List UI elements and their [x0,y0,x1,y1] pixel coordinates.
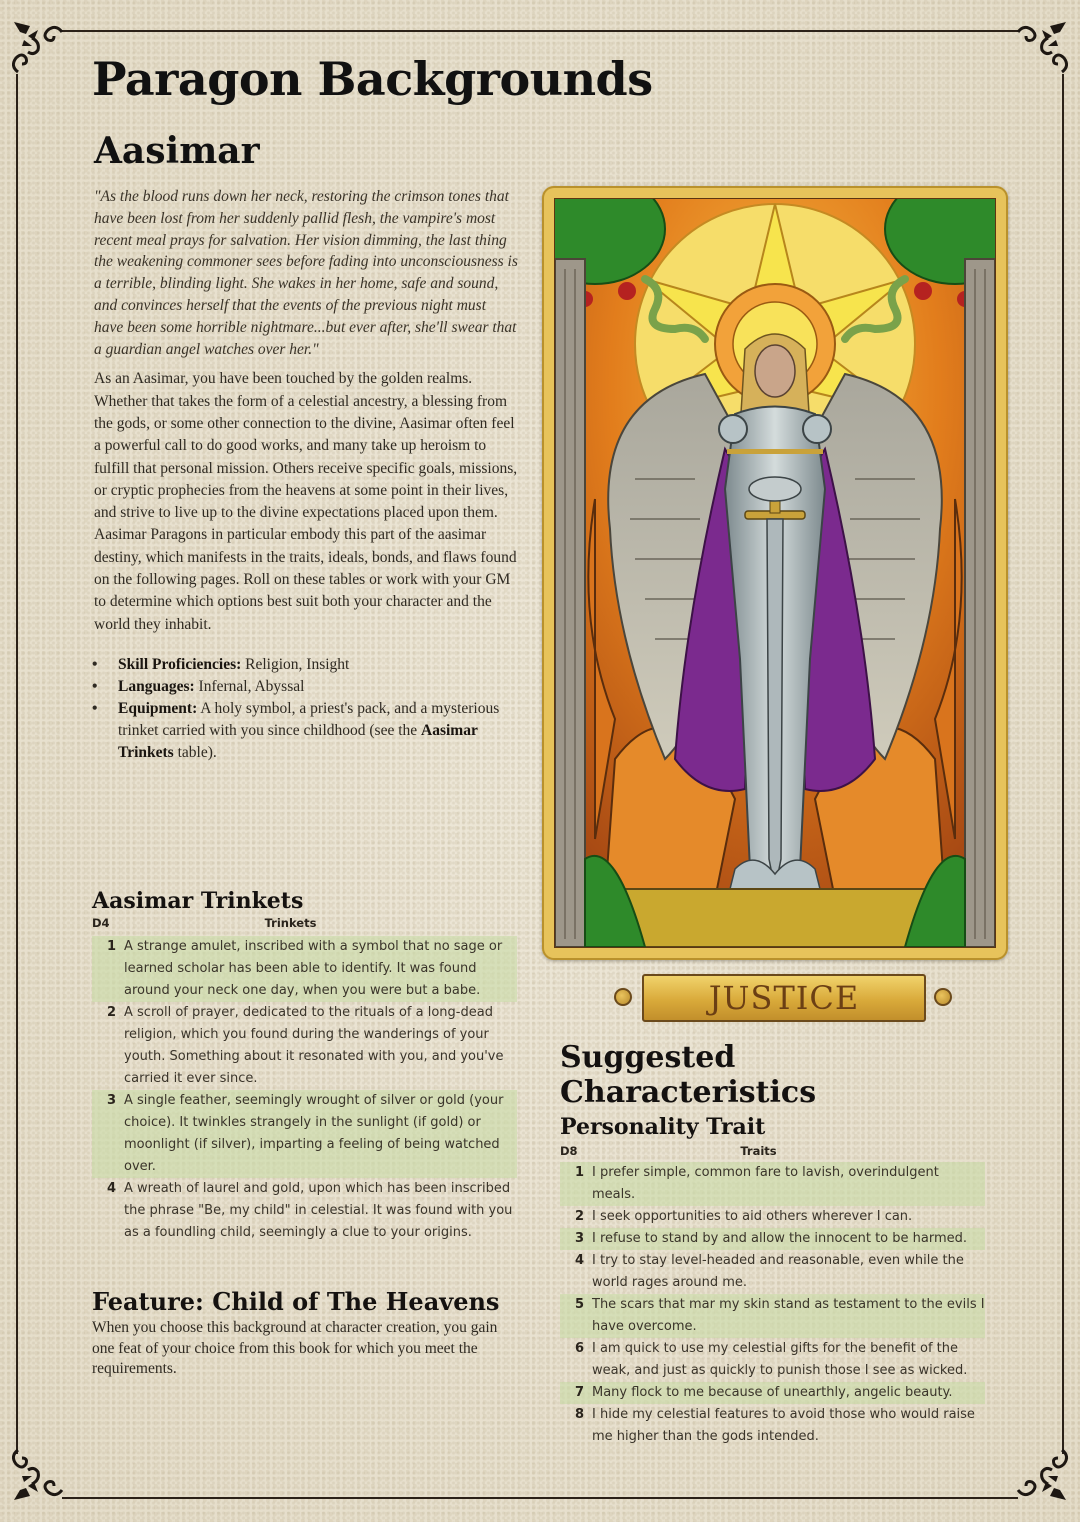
feature-heading: Feature: Child of The Heavens [92,1287,500,1316]
stained-glass-art [554,198,996,948]
intro-paragraph: As an Aasimar, you have been touched by the golden realms. Whether that takes the form of a celestial ancestry, a blessing from the gods, or some other connection to the divine, Aasimar often feel a powerful call to do good works, and many take up heroism to fulfill that personal mission. Others receive specific goals, missions, or cryptic prophecies from the heavens at some point in their lives, and strive to live up to the divine expectations placed upon them. [94,370,518,522]
row-text: I hide my celestial features to avoid those who would raise me higher than the gods intended. [592,1407,975,1444]
proficiency-label: Equipment: [118,699,198,717]
roll-value: 1 [560,1162,592,1206]
row-text: A strange amulet, inscribed with a symbol that no sage or learned scholar has been able to identify. It was found around your neck one day, when you were but a babe. [124,936,517,1002]
row-text: I try to stay level-headed and reasonable, even while the world rages around me. [592,1253,964,1290]
intro-column [94,186,519,764]
table-row [92,1178,517,1244]
roll-value: 3 [560,1228,592,1250]
roll-value: 1 [92,936,124,1002]
roll-value: 2 [574,1209,584,1224]
table-reference: Aasimar Trinkets [118,721,478,761]
row-text: Many flock to me because of unearthly, angelic beauty. [592,1382,985,1404]
row-text: A wreath of laurel and gold, upon which has been inscribed the phrase "Be, my child" in celestial. It was found with you as a foundling child, seemingly a clue to your origins. [124,1181,513,1240]
proficiency-label: Skill Proficiencies: [118,655,242,673]
proficiency-list [94,654,519,764]
ornament-corner-icon [1010,1446,1070,1506]
characteristics-heading: Suggested Characteristics [560,1040,817,1110]
feature-text: When you choose this background at character creation, you gain one feat of your choice from this book for which you meet the requirements. [92,1319,498,1377]
roll-value: 6 [574,1341,584,1356]
intro-quote: "As the blood runs down her neck, restoring the crimson tones that have been lost from her suddenly pallid flesh, the vampire's most recent meal prays for salvation. Her vision dimming, the last thing the weakening commoner sees before fading into unconsciousness is a terrible, blinding light. She wakes in her home, safe and sound, and convinces herself that the events of the previous night must have been some horrible nightmare...but ever after, she'll swear that a guardian angel watches over her." [94,188,518,358]
table-row [560,1404,985,1448]
list-item [94,654,519,676]
row-text: I am quick to use my celestial gifts for the benefit of the weak, and just as quickly to punish those I see as wicked. [592,1341,968,1378]
column-header: D8 [560,1144,578,1158]
card-nameplate [610,970,960,1026]
table-row [560,1294,985,1338]
ornament-corner-icon [10,1446,70,1506]
row-text: A scroll of prayer, dedicated to the rituals of a long-dead religion, which you found during the wanderings of your youth. Something about it resonated with you, and you've carried it ever since. [124,1005,504,1086]
proficiency-label: Languages: [118,677,195,695]
personality-table [560,1142,985,1448]
column-header: Traits [740,1144,777,1158]
trinkets-table [92,914,517,1244]
page-title: Paragon Backgrounds [92,52,653,106]
proficiency-value: table). [173,743,217,761]
table-row [560,1338,985,1382]
page-border-right [1062,74,1064,1454]
proficiency-value: Religion, Insight [245,655,350,673]
table-row [92,1090,517,1178]
bullet-icon: • [92,677,98,695]
trinkets-heading: Aasimar Trinkets [92,888,304,914]
ornament-corner-icon [1010,16,1070,76]
row-text: I prefer simple, common fare to lavish, overindulgent meals. [592,1162,985,1206]
page-border-left [16,74,18,1454]
ornament-corner-icon [10,16,70,76]
section-title: Aasimar [94,130,260,172]
row-text: I refuse to stand by and allow the innocent to be harmed. [592,1228,985,1250]
table-row [560,1206,985,1228]
roll-value: 4 [106,1181,116,1196]
bullet-icon: • [92,655,98,673]
roll-value: 7 [560,1382,592,1404]
row-text: The scars that mar my skin stand as testament to the evils I have overcome. [592,1294,985,1338]
row-text: A single feather, seemingly wrought of silver or gold (your choice). It twinkles strangely in the sunlight (if gold) or moonlight (if silver), imparting a feeling of being watched over. [124,1090,517,1178]
column-header: D4 [92,916,110,930]
card-title: JUSTICE [642,974,926,1022]
table-row [560,1228,985,1250]
roll-value: 3 [92,1090,124,1178]
roll-value: 4 [574,1253,584,1268]
table-row [92,1002,517,1090]
table-row [560,1250,985,1294]
proficiency-value: Infernal, Abyssal [198,677,305,695]
personality-heading: Personality Trait [560,1114,766,1140]
feature-section [92,1287,517,1380]
trinkets-section [92,888,517,1244]
characteristics-section [560,1040,985,1448]
rivet-icon [614,988,632,1006]
list-item [94,698,519,764]
table-row [92,936,517,1002]
proficiency-value: A holy symbol, a priest's pack, and a mysterious trinket carried with you since childhood (see the [118,699,500,739]
bullet-icon: • [92,699,98,717]
angel-knight-icon [555,199,995,947]
column-header: Trinkets [264,916,317,930]
page-border-bottom [62,1497,1018,1499]
table-row [560,1382,985,1404]
roll-value: 5 [560,1294,592,1338]
row-text: I seek opportunities to aid others wherever I can. [592,1209,913,1224]
roll-value: 8 [574,1407,584,1422]
table-row [560,1162,985,1206]
rivet-icon [934,988,952,1006]
justice-card-illustration [542,186,1008,960]
list-item [94,676,519,698]
roll-value: 2 [106,1005,116,1020]
page-border-top [62,30,1018,32]
intro-paragraph: Aasimar Paragons in particular embody this part of the aasimar destiny, which manifests in the traits, ideals, bonds, and flaws found on the following pages. Roll on these tables or work with your GM to determine which options best suit both your character and the world they inhabit. [94,526,517,633]
